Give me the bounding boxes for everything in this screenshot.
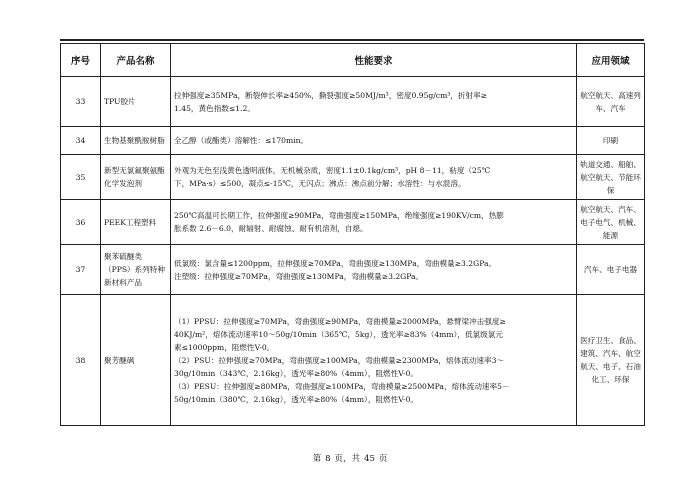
performance-requirements — [171, 200, 577, 245]
product-name: PEEK工程塑料 — [101, 200, 171, 245]
requirement-line: （1）PPSU：拉伸强度≥70MPa，弯曲强度≥90MPa，弯曲模量≥2000MPa，悬臂梁冲击强度≥ — [174, 316, 506, 326]
footer-page-number: 8 — [325, 454, 331, 464]
spec-table — [60, 43, 645, 426]
application-field: 汽车、电子电器 — [577, 245, 645, 295]
requirement-line: 50g/10min（380℃，2.16kg），透光率≥80%（4mm），阻燃性V-0。 — [174, 394, 418, 404]
row-number: 36 — [61, 200, 101, 245]
header-name: 产品名称 — [101, 44, 171, 77]
footer-prefix: 第 — [312, 454, 322, 464]
requirement-line: （3）PESU：拉伸强度≥80MPa，弯曲强度≥100MPa，弯曲模量≥2500MPa，熔体流动速率5－ — [174, 381, 510, 391]
application-field: 医疗卫生、食品、建筑、汽车、航空航天、电子、石油化工、环保 — [577, 295, 645, 426]
requirement-line: 外观为无色至浅黄色透明液体，无机械杂质，密度1.1±0.1kg/cm³，pH 8－11，粘度（25℃ — [174, 166, 491, 175]
requirement-line: 注塑级：拉伸强度≥70MPa，弯曲强度≥130MPa，弯曲模量≥3.2GPa。 — [174, 271, 424, 281]
table-row — [61, 127, 645, 155]
performance-requirements — [171, 245, 577, 295]
product-name: 聚芳醚砜 — [101, 295, 171, 426]
table-row — [61, 155, 645, 200]
row-number: 38 — [61, 295, 101, 426]
table-row — [61, 77, 645, 127]
requirement-line: 低氯级：氯含量≤1200ppm，拉伸强度≥70MPa，弯曲强度≥130MPa，弯曲模量≥3.2GPa。 — [174, 258, 497, 268]
requirement-line: 30g/10min（343℃，2.16kg），透光率≥80%（4mm），阻燃性V-0。 — [174, 368, 418, 378]
application-field: 航空航天、高速列车、汽车 — [577, 77, 645, 127]
table-header-row — [61, 44, 645, 77]
requirement-line: 250℃高温可长期工作，拉伸强度≥90MPa，弯曲强度≥150MPa，绝缘强度≥190KV/cm，热膨 — [174, 211, 504, 220]
header-no: 序号 — [61, 44, 101, 77]
table-row — [61, 295, 645, 426]
product-name: 生物基聚酰胺树脂 — [101, 127, 171, 155]
application-field: 印刷 — [577, 127, 645, 155]
table-top-rule — [60, 39, 644, 41]
header-application: 应用领域 — [577, 44, 645, 77]
application-field: 轨道交通、船舶、航空航天、节能环保 — [577, 155, 645, 200]
performance-requirements — [171, 295, 577, 426]
header-requirements: 性能要求 — [171, 44, 577, 77]
performance-requirements — [171, 77, 577, 127]
requirement-line: 全乙醇（或酯类）溶解性：≤170min。 — [174, 136, 309, 145]
requirement-line: 素≤1000ppm，阻燃性V-0。 — [174, 342, 275, 352]
product-name: 聚苯硫醚类（PPS）系列特种新材料产品 — [101, 245, 171, 295]
requirement-line: （2）PSU：拉伸强度≥70MPa，弯曲强度≥100MPa，弯曲模量≥2300MPa，熔体流动速率3～ — [174, 355, 504, 365]
row-number: 37 — [61, 245, 101, 295]
table-body — [61, 77, 645, 426]
requirement-line: 1.45，黄色指数≤1.2。 — [174, 103, 255, 113]
page-footer — [0, 452, 700, 464]
row-number: 35 — [61, 155, 101, 200]
table-row — [61, 200, 645, 245]
product-name: TPU胶片 — [101, 77, 171, 127]
requirement-line: 40KJ/m²，熔体流动速率10～50g/10min（365℃，5kg），透光率≥83%（4mm），低氯级氯元 — [174, 329, 503, 339]
table-row — [61, 245, 645, 295]
footer-mid: 页，共 — [334, 454, 361, 464]
footer-suffix: 页 — [378, 454, 388, 464]
product-name: 新型无氯氟聚氨酯化学发泡剂 — [101, 155, 171, 200]
application-field: 航空航天、汽车、电子电气、机械、能源 — [577, 200, 645, 245]
performance-requirements — [171, 127, 577, 155]
row-number: 33 — [61, 77, 101, 127]
row-number: 34 — [61, 127, 101, 155]
requirement-line: 拉伸强度≥35MPa，断裂伸长率≥450%，撕裂强度≥50MJ/m³，密度0.95g/cm³，折射率≥ — [174, 90, 488, 100]
footer-total-pages: 45 — [364, 454, 375, 464]
requirement-line: 胀系数 2.6－6.0，耐辐射、耐腐蚀、耐有机溶剂，自熄。 — [174, 224, 368, 233]
requirement-line: 下，MPa·s）≤500，凝点≤-15℃，无闪点；沸点：沸点前分解；水溶性：与水混溶。 — [174, 179, 466, 188]
performance-requirements — [171, 155, 577, 200]
